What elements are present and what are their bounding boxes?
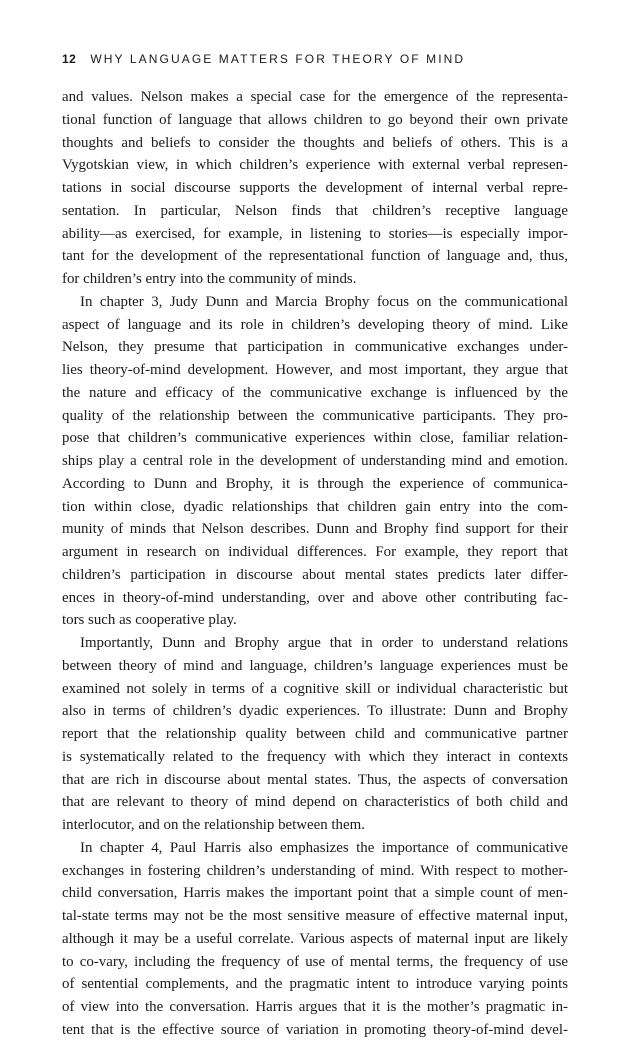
text-line: that are relevant to theory of mind depend on characteristics of both child and xyxy=(62,794,568,811)
text-line: tion within close, dyadic relationships that children gain entry into the com- xyxy=(62,498,568,515)
text-line: ships play a central role in the development of understanding mind and emotion. xyxy=(62,453,568,469)
text-line: that are rich in discourse about mental states. Thus, the aspects of conversation xyxy=(62,771,568,788)
text-line: munity of minds that Nelson describes. Dunn and Brophy find support for their xyxy=(62,521,568,538)
text-line: exchanges in fostering children’s understanding of mind. With respect to mother- xyxy=(62,862,568,879)
text-line: of sentential complements, and the pragmatic intent to introduce varying points xyxy=(62,976,568,993)
text-line: although it may be a useful correlate. Various aspects of maternal input are likely xyxy=(62,930,568,947)
text-line: the nature and efficacy of the communicative exchange is influenced by the xyxy=(62,384,568,401)
text-line: report that the relationship quality between child and communicative partner xyxy=(62,726,568,742)
page-number: 12 xyxy=(62,52,77,66)
text-line: tent that is the effective source of variation in promoting theory-of-mind devel- xyxy=(62,1021,568,1038)
text-line: to co-vary, including the frequency of use of mental terms, the frequency of use xyxy=(62,953,568,970)
paragraph xyxy=(62,86,568,291)
text-line: tors such as cooperative play. xyxy=(62,612,237,629)
running-head xyxy=(62,51,465,67)
paragraph xyxy=(62,291,568,632)
running-title: WHY LANGUAGE MATTERS FOR THEORY OF MIND xyxy=(90,52,466,66)
text-line: tional function of language that allows children to go beyond their own private xyxy=(62,111,568,128)
text-line: aspect of language and its role in children’s developing theory of mind. Like xyxy=(62,316,568,333)
text-line: between theory of mind and language, children’s language experiences must be xyxy=(62,657,568,674)
text-line: In chapter 4, Paul Harris also emphasizes the importance of communicative xyxy=(80,839,568,856)
text-line: for children’s entry into the community of minds. xyxy=(62,271,357,287)
paragraph xyxy=(62,632,568,837)
paragraph xyxy=(62,837,568,1042)
text-line: thoughts and beliefs to consider the thoughts and beliefs of others. This is a xyxy=(62,134,568,151)
text-line: Vygotskian view, in which children’s experience with external verbal represen- xyxy=(62,157,568,174)
text-line: child conversation, Harris makes the important point that a simple count of men- xyxy=(62,885,568,902)
text-line: tal-state terms may not be the most sensitive measure of effective maternal input, xyxy=(62,908,568,924)
text-line: quality of the relationship between the communicative participants. They pro- xyxy=(62,407,568,424)
text-line: tations in social discourse supports the development of internal verbal repre- xyxy=(62,180,568,196)
text-line: Importantly, Dunn and Brophy argue that in order to understand relations xyxy=(80,635,568,651)
text-line: ability—as exercised, for example, in listening to stories—is especially impor- xyxy=(62,225,568,242)
text-line: examined not solely in terms of a cognitive skill or individual characteristic but xyxy=(62,680,568,697)
text-line: tant for the development of the representational function of language and, thus, xyxy=(62,248,568,265)
text-line: of view into the conversation. Harris argues that it is the mother’s pragmatic in- xyxy=(62,999,568,1015)
text-line: sentation. In particular, Nelson finds that children’s receptive language xyxy=(62,202,568,219)
text-line: children’s participation in discourse about mental states predicts later differ- xyxy=(62,566,568,583)
text-line: pose that children’s communicative experiences within close, familiar relation- xyxy=(62,430,568,447)
text-line: also in terms of children’s dyadic experiences. To illustrate: Dunn and Brophy xyxy=(62,703,568,720)
text-line: lies theory-of-mind development. However, and most important, they argue that xyxy=(62,362,568,378)
text-line: Nelson, they presume that participation in communicative exchanges under- xyxy=(62,339,568,356)
body-text xyxy=(62,86,568,1042)
text-line: and values. Nelson makes a special case for the emergence of the representa- xyxy=(62,89,568,105)
text-line: argument in research on individual differences. For example, they report that xyxy=(62,544,568,560)
text-line: interlocutor, and on the relationship between them. xyxy=(62,817,365,833)
text-line: According to Dunn and Brophy, it is through the experience of communica- xyxy=(62,475,568,492)
text-line: ences in theory-of-mind understanding, over and above other contributing fac- xyxy=(62,589,568,606)
text-line: is systematically related to the frequency with which they interact in contexts xyxy=(62,748,568,765)
text-line: In chapter 3, Judy Dunn and Marcia Brophy focus on the communicational xyxy=(80,293,568,310)
